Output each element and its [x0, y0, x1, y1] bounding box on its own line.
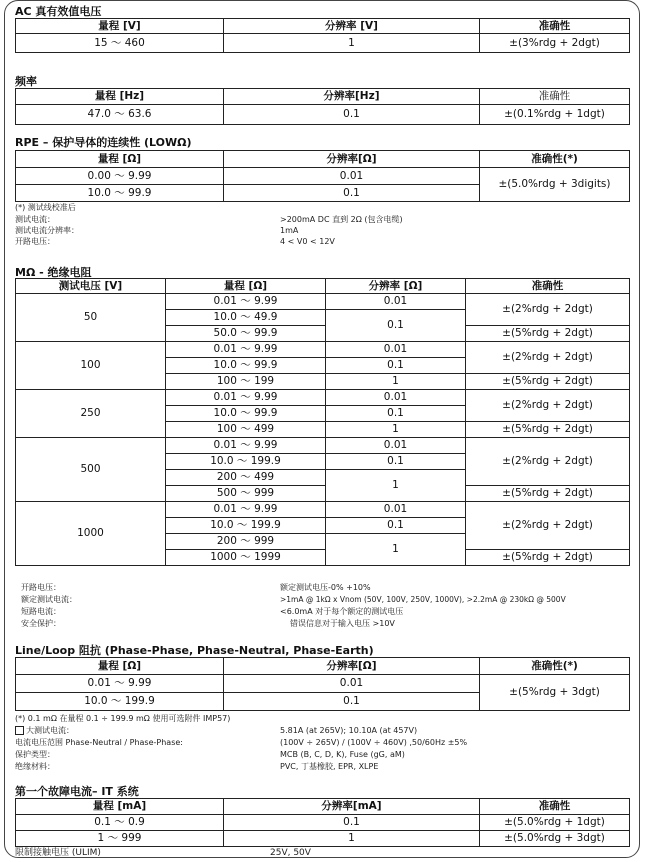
rpe-header-accuracy: 准确性(*) [480, 151, 630, 168]
ac-table [15, 18, 630, 53]
rpe-title: RPE – 保护导体的连续性 (LOWΩ) [15, 136, 192, 149]
fault-table [15, 798, 630, 847]
loop-title: Line/Loop 阻抗 (Phase-Phase, Phase-Neutral, Phase-Earth) [15, 644, 374, 657]
loop-header-resolution: 分辨率[Ω] [224, 658, 480, 675]
ac-title: AC 真有效值电压 [15, 5, 102, 18]
freq-resolution: 0.1 [224, 105, 480, 125]
loop-note-value-2: (100V ÷ 265V) / (100V ÷ 460V) ,50/60Hz ±5% [280, 738, 468, 747]
spec-page [4, 0, 640, 858]
insulation-range: 10.0 ～ 49.9 [166, 310, 326, 326]
rpe-resolution-1: 0.01 [224, 168, 480, 185]
rpe-note-label-3: 开路电压： [15, 237, 55, 246]
ac-header-resolution: 分辨率 [V] [224, 19, 480, 34]
loop-table [15, 657, 630, 711]
rpe-table [15, 150, 630, 202]
insulation-resolution: 0.01 [326, 342, 466, 358]
ac-header-accuracy: 准确性 [480, 19, 630, 34]
insulation-accuracy: ±(2%rdg + 2dgt) [466, 342, 630, 374]
insulation-accuracy: ±(2%rdg + 2dgt) [466, 502, 630, 550]
rpe-note-label-2: 测试电流分辨率： [15, 226, 79, 235]
insulation-resolution: 0.01 [326, 390, 466, 406]
insulation-voltage-500: 500 [16, 438, 166, 502]
insulation-range: 200 ～ 999 [166, 534, 326, 550]
freq-header-accuracy: 准确性 [480, 89, 630, 105]
insulation-voltage-100: 100 [16, 342, 166, 390]
insulation-note-label-4: 安全保护： [21, 619, 61, 628]
rpe-note-value-1: >200mA DC 直到 2Ω (包含电缆) [280, 215, 403, 224]
insulation-table [15, 278, 630, 566]
rpe-note-label-1: 测试电流： [15, 215, 55, 224]
ac-range: 15 ～ 460 [16, 34, 224, 53]
insulation-range: 200 ～ 499 [166, 470, 326, 486]
rpe-header-resolution: 分辨率[Ω] [224, 151, 480, 168]
insulation-note-value-1: 额定测试电压-0% +10% [280, 583, 371, 592]
loop-note-label-1-row [15, 726, 74, 736]
insulation-header-accuracy: 准确性 [466, 279, 630, 294]
loop-note-label-4: 绝缘材料： [15, 762, 55, 771]
insulation-resolution: 0.1 [326, 454, 466, 470]
insulation-accuracy: ±(5%rdg + 2dgt) [466, 422, 630, 438]
insulation-resolution: 0.1 [326, 406, 466, 422]
insulation-voltage-250: 250 [16, 390, 166, 438]
loop-note-label-3: 保护类型： [15, 750, 55, 759]
insulation-range: 500 ～ 999 [166, 486, 326, 502]
insulation-resolution: 1 [326, 422, 466, 438]
fault-range-1: 0.1 ～ 0.9 [16, 815, 224, 831]
insulation-accuracy: ±(5%rdg + 2dgt) [466, 326, 630, 342]
insulation-note-value-2: >1mA @ 1kΩ x Vnom (50V, 100V, 250V, 1000V), >2.2mA @ 230kΩ @ 500V [280, 595, 566, 604]
insulation-range: 0.01 ～ 9.99 [166, 342, 326, 358]
loop-header-accuracy: 准确性(*) [480, 658, 630, 675]
insulation-range: 100 ～ 199 [166, 374, 326, 390]
insulation-range: 0.01 ～ 9.99 [166, 294, 326, 310]
insulation-resolution: 1 [326, 374, 466, 390]
loop-note-value-1: 5.81A (at 265V); 10.10A (at 457V) [280, 726, 418, 735]
ac-resolution: 1 [224, 34, 480, 53]
insulation-note-label-2: 额定测试电流： [21, 595, 77, 604]
rpe-note-value-2: 1mA [280, 226, 299, 235]
loop-header-range: 量程 [Ω] [16, 658, 224, 675]
insulation-note-label-1: 开路电压： [21, 583, 61, 592]
loop-note-value-3: MCB (B, C, D, K), Fuse (gG, aM) [280, 750, 405, 759]
freq-table [15, 88, 630, 125]
fault-resolution-1: 0.1 [224, 815, 480, 831]
insulation-note-label-3: 短路电流： [21, 607, 61, 616]
insulation-range: 10.0 ～ 99.9 [166, 358, 326, 374]
loop-footnote: (*) 0.1 mΩ 在量程 0.1 ÷ 199.9 mΩ 使用可选附件 IMP57) [15, 714, 231, 723]
insulation-range: 10.0 ～ 199.9 [166, 454, 326, 470]
insulation-resolution: 0.1 [326, 518, 466, 534]
insulation-note-value-4: 错误信息对于输入电压 >10V [290, 619, 395, 628]
fault-accuracy-1: ±(5.0%rdg + 1dgt) [480, 815, 630, 831]
freq-range: 47.0 ～ 63.6 [16, 105, 224, 125]
freq-header-resolution: 分辨率[Hz] [224, 89, 480, 105]
fault-header-resolution: 分辨率[mA] [224, 799, 480, 815]
insulation-resolution: 0.1 [326, 310, 466, 342]
insulation-resolution: 1 [326, 470, 466, 502]
insulation-accuracy: ±(2%rdg + 2dgt) [466, 390, 630, 422]
insulation-title: MΩ - 绝缘电阻 [15, 266, 92, 279]
insulation-header-resolution: 分辨率 [Ω] [326, 279, 466, 294]
insulation-range: 10.0 ～ 99.9 [166, 406, 326, 422]
insulation-resolution: 1 [326, 534, 466, 566]
checkbox-icon [15, 726, 24, 735]
insulation-range: 100 ～ 499 [166, 422, 326, 438]
insulation-accuracy: ±(2%rdg + 2dgt) [466, 294, 630, 326]
insulation-accuracy: ±(5%rdg + 2dgt) [466, 550, 630, 566]
rpe-range-1: 0.00 ～ 9.99 [16, 168, 224, 185]
ac-header-range: 量程 [V] [16, 19, 224, 34]
insulation-header-voltage: 测试电压 [V] [16, 279, 166, 294]
loop-range-2: 10.0 ～ 199.9 [16, 693, 224, 711]
loop-range-1: 0.01 ～ 9.99 [16, 675, 224, 693]
fault-header-accuracy: 准确性 [480, 799, 630, 815]
insulation-range: 0.01 ～ 9.99 [166, 390, 326, 406]
rpe-resolution-2: 0.1 [224, 185, 480, 202]
loop-note-label-2: 电流电压范围 Phase-Neutral / Phase-Phase: [15, 738, 183, 747]
insulation-note-value-3: <6.0mA 对于每个额定的测试电压 [280, 607, 404, 616]
loop-note-label-1: 大测试电流： [26, 726, 74, 735]
insulation-range: 10.0 ～ 199.9 [166, 518, 326, 534]
insulation-resolution: 0.01 [326, 438, 466, 454]
insulation-accuracy: ±(2%rdg + 2dgt) [466, 438, 630, 486]
loop-resolution-2: 0.1 [224, 693, 480, 711]
insulation-resolution: 0.01 [326, 294, 466, 310]
loop-resolution-1: 0.01 [224, 675, 480, 693]
loop-note-value-4: PVC, 丁基橡胶, EPR, XLPE [280, 762, 379, 771]
rpe-accuracy: ±(5.0%rdg + 3digits) [480, 168, 630, 202]
freq-accuracy: ±(0.1%rdg + 1dgt) [480, 105, 630, 125]
fault-last-value: 25V, 50V [270, 848, 311, 858]
insulation-voltage-1000: 1000 [16, 502, 166, 566]
fault-title: 第一个故障电流– IT 系统 [15, 785, 139, 798]
insulation-range: 0.01 ～ 9.99 [166, 438, 326, 454]
fault-header-range: 量程 [mA] [16, 799, 224, 815]
fault-last-label: 限制接触电压 (ULIM) [15, 848, 101, 858]
insulation-resolution: 0.1 [326, 358, 466, 374]
freq-title: 频率 [15, 75, 37, 88]
rpe-footnote: (*) 测试线校准后 [15, 203, 76, 212]
insulation-range: 0.01 ～ 9.99 [166, 502, 326, 518]
fault-range-2: 1 ～ 999 [16, 831, 224, 847]
rpe-note-value-3: 4 < V0 < 12V [280, 237, 335, 246]
insulation-header-range: 量程 [Ω] [166, 279, 326, 294]
rpe-header-range: 量程 [Ω] [16, 151, 224, 168]
loop-accuracy: ±(5%rdg + 3dgt) [480, 675, 630, 711]
insulation-accuracy: ±(5%rdg + 2dgt) [466, 486, 630, 502]
insulation-range: 50.0 ～ 99.9 [166, 326, 326, 342]
fault-resolution-2: 1 [224, 831, 480, 847]
rpe-range-2: 10.0 ～ 99.9 [16, 185, 224, 202]
insulation-accuracy: ±(5%rdg + 2dgt) [466, 374, 630, 390]
fault-accuracy-2: ±(5.0%rdg + 3dgt) [480, 831, 630, 847]
freq-header-range: 量程 [Hz] [16, 89, 224, 105]
insulation-range: 1000 ～ 1999 [166, 550, 326, 566]
insulation-voltage-50: 50 [16, 294, 166, 342]
ac-accuracy: ±(3%rdg + 2dgt) [480, 34, 630, 53]
insulation-resolution: 0.01 [326, 502, 466, 518]
